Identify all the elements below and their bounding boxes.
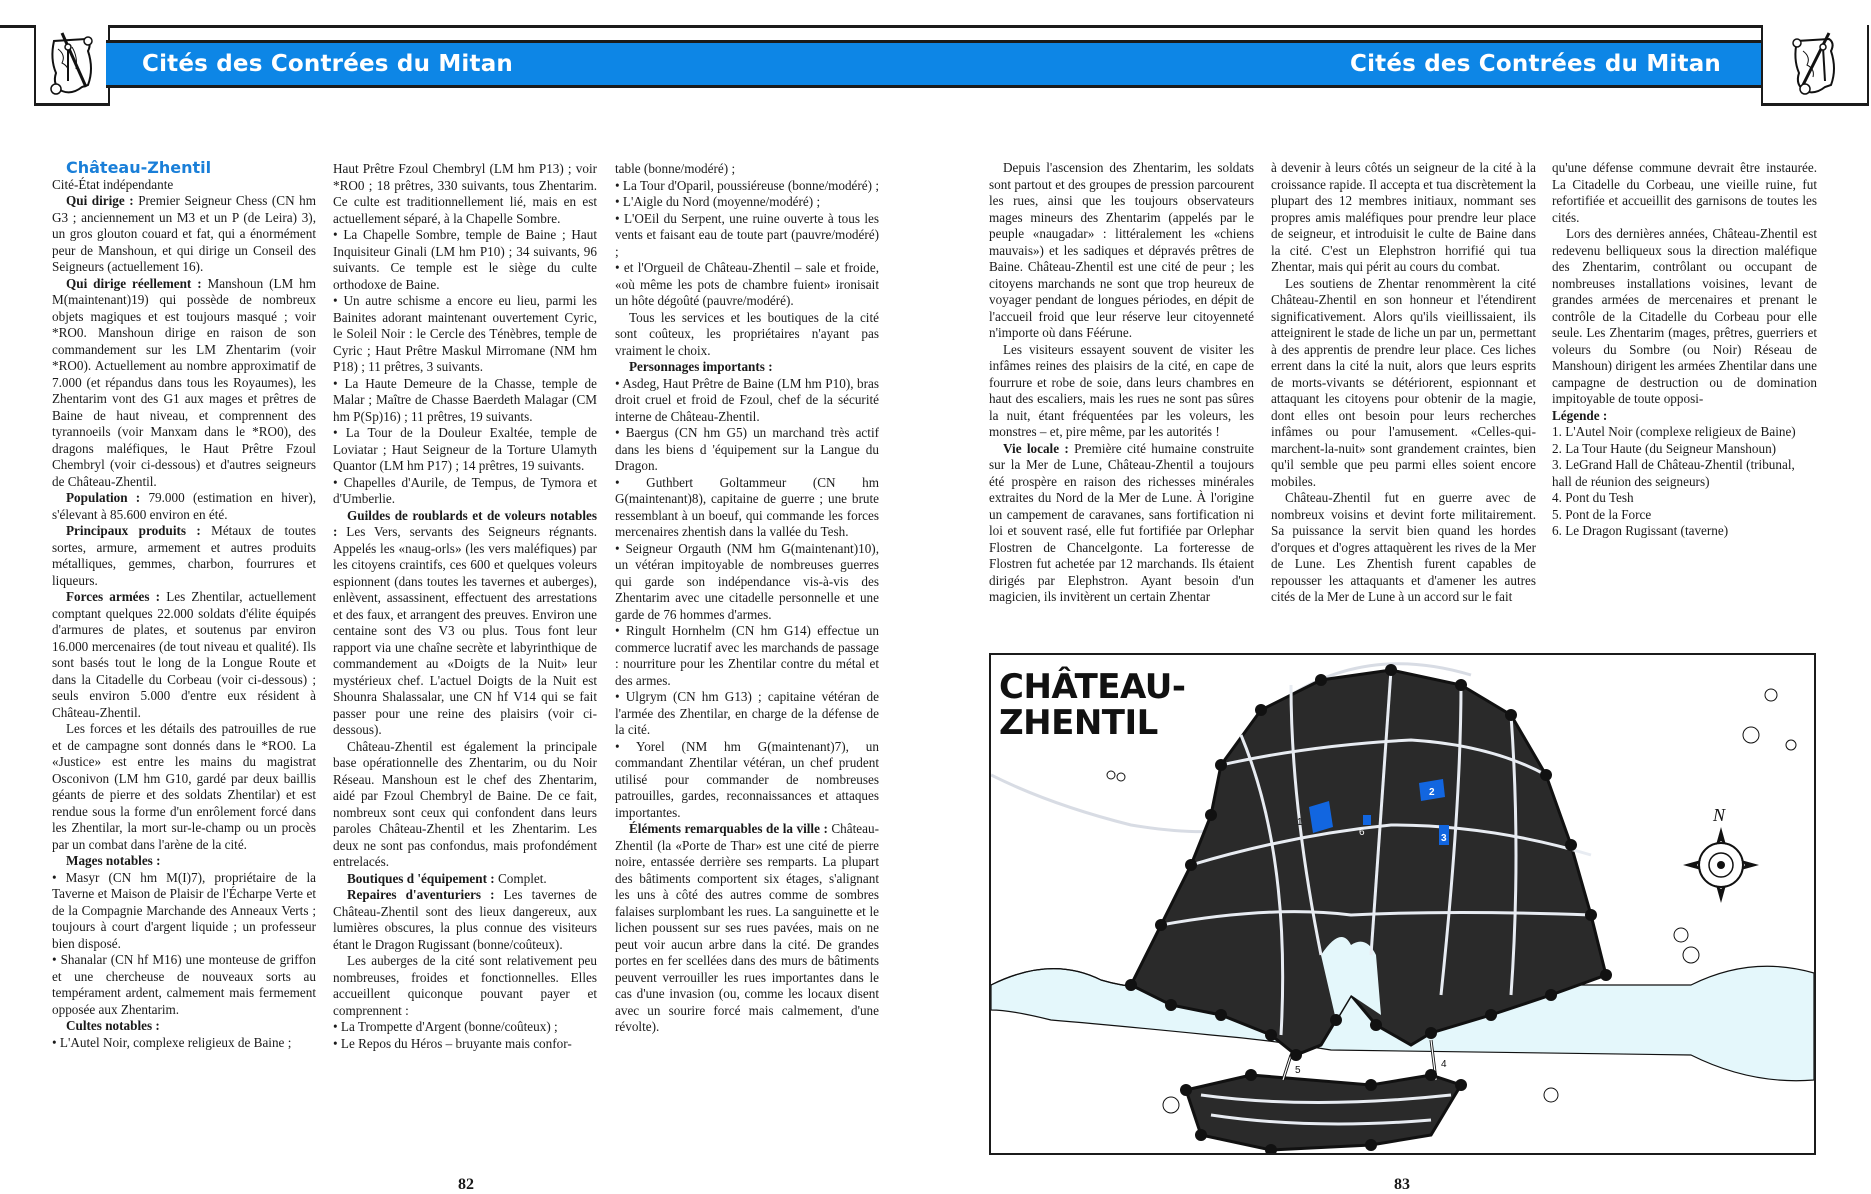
paragraph-text: Premier Seigneur Chess (CN hm G3 ; anciennement un M3 et un P (de Leira) 3), un gros glouton couard et fat, qui a énormément peur de Manshoun, et qui dirige un Conseil des Seigneurs (actuellement 16). (52, 193, 316, 274)
paragraph-text: • Ulgrym (CN hm G13) ; capitaine vétéran de l'armée des Zhentilar, en charge de la défense de la cité. (615, 689, 879, 737)
paragraph-label: Qui dirige réellement : (66, 275, 202, 291)
text-column-3 (1552, 160, 1817, 540)
paragraph (615, 310, 879, 360)
paragraph-label: Repaires d'aventuriers : (347, 887, 495, 902)
list-item (52, 870, 316, 953)
paragraph-label: Boutiques d 'équipement : (347, 870, 495, 886)
paragraph (1552, 160, 1817, 226)
paragraph-label: Mages notables : (66, 853, 161, 868)
paragraph (615, 161, 879, 178)
paragraph (333, 953, 597, 1019)
list-item (333, 1036, 597, 1053)
paragraph-text: Depuis l'ascension des Zhentarim, les soldats sont partout et des groupes de pression parcourent les rues, ainsi que les toujours observateurs mages mineurs des Zhentarim (appelés par le peuple «naugadar» : littéralement les «chiens mauvais») et les sadiques et dépravés prêtres de Baine. Château-Zhentil est une cité de peur ; les citoyens marchands ne sont que trop heureux de voyager pendant de longues périodes, en dépit de l'accueil froid que leur réserve leur citoyenneté n'importe où dans Féérune. (989, 160, 1254, 340)
paragraph-text: • La Tour de la Douleur Exaltée, temple de Loviatar ; Haut Seigneur de la Torture Ulamyth Quantor (LM hm P17) ; 14 prêtres, 19 suivants. (333, 425, 597, 473)
paragraph (52, 177, 316, 194)
paragraph-text: • Shanalar (CN hf M16) une monteuse de griffon et une chercheuse de nouveaux sorts au tempérament ardent, calmement mais fermement opposée aux Zhentarim. (52, 952, 316, 1017)
page-number: 82 (458, 1176, 474, 1193)
paragraph-text: • La Tour d'Oparil, poussiéreuse (bonne/modéré) ; (615, 177, 880, 193)
list-item (615, 425, 879, 475)
paragraph (52, 193, 316, 276)
text-column-2 (1271, 160, 1536, 606)
paragraph-label: Éléments remarquables de la ville : (629, 821, 828, 836)
paragraph (1271, 160, 1536, 276)
paragraph (333, 871, 597, 888)
paragraph-text: Cité-État indépendante (52, 176, 174, 192)
paragraph-label: Qui dirige : (66, 193, 134, 208)
paragraph-text: table (bonne/modéré) ; (615, 161, 736, 176)
paragraph-text: qu'une défense commune devrait être instaurée. La Citadelle du Corbeau, une vieille ruine, fut refortifiée et accueillit des garnisons de toutes les cités. (1552, 160, 1817, 225)
map-legend (1552, 408, 1817, 540)
paragraph-text: Les forces et les détails des patrouilles de rue et de campagne sont donnés dans le *RO0. La «Justice» est entre les mains du magistrat Osconivon (LM hm G10, gardé par deux baillis géants de pierre et des soldats Zhentilar) et est rendue sous la forme d'un enrôlement forcé dans les Zhentilar, la mort sur-le-champ ou un procès par un combat dans l'arène de la cité. (52, 721, 316, 852)
paragraph-text: Manshoun (LM hm M(maintenant)19) qui possède de nombreux objets magiques et est toujours masqué ; voir *RO0. Manshoun dirige en raison de son commandement sur les LM Zhentarim (voir *RO0). Actuellement au nombre approximatif de 7.000 (et répandus dans tous les Royaumes), les Zhentarim vont des G1 aux mages et prêtres de Baine de haut niveau, et comprennent des tyrannoeils (voir Manxam dans le *RO0), des dragons maléfiques, le Haut Prêtre Fzoul Chembryl (voir ci-dessous) et d'autres seigneurs de Château-Zhentil. (52, 275, 316, 489)
paragraph-text: • et l'Orgueil de Château-Zhentil – sale et froide, «où même les pots de chambre fuient» ironisait un hôte dégoûté (pauvre/modéré). (615, 260, 879, 308)
map-marker-4: 4 (1441, 1059, 1447, 1070)
paragraph-text: Château-Zhentil fut en guerre avec de nombreux voisins et devint forte militairement. Sa puissance la servit bien quand les hordes d'orques et d'ogres attaquèrent les rives de la Mer de Lune. Les Zhentish furent capables de repousser les attaquants et d'amener les autres cités de la Mer de Lune à un accord sur le fait (1271, 490, 1536, 604)
running-title: Cités des Contrées du Mitan (1349, 51, 1721, 77)
list-item (333, 227, 597, 293)
paragraph-text: • La Trompette d'Argent (bonne/coûteux) ; (333, 1019, 558, 1034)
paragraph (52, 523, 316, 589)
legend-item: 3. LeGrand Hall de Château-Zhentil (tribunal, hall de réunion des seigneurs) (1552, 457, 1795, 489)
paragraph (989, 160, 1254, 342)
paragraph-text: • Un autre schisme a encore eu lieu, parmi les Bainites adorant maintenant ouvertement Cyric, le Soleil Noir : le Cercle des Ténèbres, temple de Cyric ; Haut Prêtre Maskul Mirromane (NM hm P18) ; 11 prêtres, 3 suivants. (333, 293, 597, 374)
paragraph-text: • La Haute Demeure de la Chasse, temple de Malar ; Maître de Chasse Baerdeth Malagar (CM hm P(Sp)16) ; 11 prêtres, 19 suivants. (333, 375, 597, 424)
paragraph (52, 853, 316, 870)
list-item (615, 376, 879, 426)
paragraph-text: 79.000 (estimation en hiver), s'élevant à 85.600 environ en été. (52, 490, 317, 522)
list-item (52, 1035, 316, 1052)
paragraph (52, 490, 316, 523)
paragraph (52, 589, 316, 721)
paragraph-text: Complet. (494, 870, 547, 886)
header-bar (934, 40, 1761, 88)
map-marker-5: 5 (1295, 1065, 1301, 1076)
paragraph-text: • Masyr (CN hm M(I)7), propriétaire de la Taverne et Maison de Plaisir de l'Écharpe Verte et de la Compagnie Marchande des Anneaux Verts ; toujours à court d'argent liquide ; un professeur bien disposé. (52, 869, 316, 951)
paragraph-text: Les Vers, servants des Seigneurs régnants. Appelés les «naug-orls» (les vers maléfiques) par les citoyens craintifs, ces 600 et quelques voleurs espionnent (dans toutes les tavernes et auberges), enlèvent, assassinent, effectuent des arrestations et des faux, et arrangent des preuves. Environ une centaine sont des V3 ou plus. Tous font leur rapport via une chaîne secrète et labyrinthique de commandement au «Doigts de la Nuit» leur mystérieux chef. L'actuel Doigts de la Nuit est Shounra Shalassalar, une CN hf V14 qui se fait passer pour une reine des plaisirs (voir ci-dessous). (333, 524, 597, 737)
text-column-1 (52, 160, 316, 1051)
paragraph-label: Vie locale : (1003, 440, 1069, 456)
paragraph-text: • Seigneur Orgauth (NM hm G(maintenant)10), un vétéran impitoyable de nombreuses guerres qui garde son indépendance vis-à-vis des Zhentarim avec une citadelle personnelle et une garde de 76 hommes d'armes. (615, 540, 879, 622)
paragraph (333, 739, 597, 871)
paragraph (615, 359, 879, 376)
paragraph-text: Tous les services et les boutiques de la cité sont coûteux, les propriétaires n'ayant pas vraiment le choix. (615, 309, 879, 358)
paragraph-text: • L'Aigle du Nord (moyenne/modéré) ; (615, 194, 821, 209)
paragraph-text: Château-Zhentil (la «Porte de Thar» est une cité de pierre noire, entassée derrière ses remparts. La plupart des bâtiments comportent six étages, s'alignant les uns à côté des autres comme de sombres falaises surplombant les rues. La sanguinette et le lichen poussent sur ses rues pavées, mais on ne peut voir aucun arbre dans la cité. De grandes portes en fer scellées dans des murs de bâtiments peuvent verrouiller les rues importantes dans le cas d'une invasion (ou, comme les locaux disent avec un sourire forcé mais calmement, d'une révolte). (615, 821, 879, 1034)
paragraph-text: • Le Repos du Héros – bruyante mais confor- (333, 1035, 572, 1051)
paragraph-text: Haut Prêtre Fzoul Chembryl (LM hm P13) ; voir *RO0 ; 18 prêtres, 330 suivants, tous Zhentarim. Ce culte est traditionnellement lié, mais en est actuellement séparé, à la Chapelle Sombre. (333, 161, 597, 226)
map-marker-2: 2 (1429, 787, 1435, 798)
list-item (615, 623, 879, 689)
paragraph-text: • Yorel (NM hm G(maintenant)7), un commandant Zhentilar vétéran, un chef prudent utilisé pour commander de nombreuses patrouilles, gardes, reconnaissances et attaques importantes. (615, 738, 879, 820)
paragraph (1271, 490, 1536, 606)
header-rule (0, 25, 934, 28)
paragraph-text: Métaux de toutes sortes, armure, armement et autres produits métalliques, gemmes, charbon, fourrures et liqueurs. (52, 523, 316, 588)
paragraph-label: Personnages importants : (629, 359, 773, 374)
paragraph (52, 276, 316, 491)
paragraph (989, 441, 1254, 606)
legend-title: Légende : (1552, 407, 1608, 423)
header-bar (106, 40, 934, 88)
paragraph-text: Les soutiens de Zhentar renommèrent la cité Château-Zhentil en son honneur et l'étendirent significativement. Alors qu'ils vieillissaient, ils atteignirent le stade de liche un par un, permettant à des apprentis de prendre leur place. Ces liches errent dans la cité la nuit, alors que leurs esprits de morts-vivants se détériorent, espionnant et attaquant les citoyens pour obtenir de la magie, dont elles ont besoin pour leurs recherches infâmes ou pour l'amusement. «Celles-qui-marchent-la-nuit» sont grandement craintes, bien qu'il semble que peu parmi elles soient encore mobiles. (1271, 275, 1536, 489)
list-item (615, 541, 879, 624)
text-column-3 (615, 161, 879, 1036)
list-item (615, 211, 879, 261)
paragraph (52, 721, 316, 853)
svg-text:N: N (1713, 805, 1726, 825)
paragraph-label: Guildes de roublards et de voleurs notables : (333, 507, 597, 539)
paragraph-text: à devenir à leurs côtés un seigneur de la cité à la croissance rapide. Il accepta et tua discrètement la plupart des 12 membres initiaux, nommant ses propres amis maléfiques pour prendre leur place de seigneur, et introduisit le culte de Baine dans la cité. C'est un Elephstron horrifié qui tua Zhentar, mais qui périt au cours du combat. (1271, 160, 1536, 274)
paragraph-text: • L'Autel Noir, complexe religieux de Baine ; (52, 1034, 292, 1050)
map-marker-3: 3 (1441, 833, 1447, 844)
paragraph (1271, 276, 1536, 491)
compass-rose-icon (1683, 805, 1759, 903)
map-title: CHÂTEAU- ZHENTIL (999, 667, 1186, 743)
legend-item: 2. La Tour Haute (du Seigneur Manshoun) (1552, 440, 1777, 456)
list-item (333, 1019, 597, 1036)
paragraph (615, 821, 879, 1036)
list-item (333, 293, 597, 376)
list-item (615, 475, 879, 541)
paragraph-text: • Baergus (CN hm G5) un marchand très actif dans les biens d 'équipement sur la Langue du Dragon. (615, 425, 879, 473)
list-item (333, 425, 597, 475)
paragraph-text: • Chapelles d'Aurile, de Tempus, de Tymora et d'Umberlie. (333, 474, 597, 506)
section-title: Château-Zhentil (66, 158, 212, 177)
paragraph (52, 1018, 316, 1035)
paragraph-text: Les Zhentilar, actuellement comptant quelques 22.000 soldats d'élite équipés d'armures de plates, et soutenus par environ 16.000 mercenaires (de tout niveau et qualité). Ils sont basés tout le long de la Longue Route et dans la Citadelle du Corbeau (voir ci-dessous) ; seuls environ 5.000 d'entre eux résident à Château-Zhentil. (52, 589, 317, 720)
paragraph-text: • Ringult Hornhelm (CN hm G14) effectue un commerce lucratif avec les marchands de passage : nourriture pour les Zhentilar contre du métal et des armes. (615, 623, 879, 688)
list-item (615, 689, 879, 739)
scroll-compass-icon (1785, 29, 1845, 99)
paragraph-text: Les visiteurs essayent souvent de visiter les infâmes reines des plaisirs de la cité, en cape de fourrure et robe de soie, dans leurs chambres en haut des escaliers, mais les rues ne sont pas sûres la nuit, étant fréquentées par les voleurs, les monstres – et, pire même, par les autorités ! (989, 341, 1254, 439)
paragraph-text: • La Chapelle Sombre, temple de Baine ; Haut Inquisiteur Ginali (LM hm P10) ; 34 suivants, 96 suivants. Ce temple est le siège du culte orthodoxe de Baine. (333, 227, 597, 292)
paragraph-label: Cultes notables : (66, 1018, 160, 1033)
list-item (52, 952, 316, 1018)
city-map (989, 653, 1816, 1155)
paragraph-text: • L'OEil du Serpent, une ruine ouverte à tous les vents et faisant eau de toute part (pauvre/modéré) ; (615, 210, 879, 259)
paragraph-text: Les tavernes de Château-Zhentil sont des lieux dangereux, aux lumières obscures, la plus connue des visiteurs étant le Dragon Rugissant (bonne/coûteux). (333, 887, 597, 952)
legend-item: 6. Le Dragon Rugissant (taverne) (1552, 523, 1729, 538)
text-column-1 (989, 160, 1254, 606)
list-item (333, 376, 597, 426)
paragraph-text: Château-Zhentil est également la principale base opérationnelle des Zhentarim, ou du Noir Réseau. Manshoun est le chef des Zhentarim, aidé par Fzoul Chembryl de Baine. De ce fait, nombreux sont ceux qui confondent dans leurs paroles Château-Zhentil et les Zhentarim. Les deux ne sont pas confondus, mais profondément entrelacés. (333, 738, 597, 869)
page-number: 83 (1394, 1176, 1410, 1193)
list-item (615, 260, 879, 310)
paragraph (333, 508, 597, 739)
legend-item: 5. Pont de la Force (1552, 506, 1652, 522)
paragraph (1552, 226, 1817, 408)
paragraph-text: Lors des dernières années, Château-Zhentil est redevenu belliqueux sous la direction maléfique des Zhentarim, contrôlant ou occupant de nombreuses installations voisines, levant de grandes armées de mercenaires et prenant le contrôle de la Citadelle du Corbeau pour elle seule. Les Zhentarim (mages, prêtres, guerriers et voleurs du Sombre (ou Noir) Réseau de Manshoun) dirigent les armées Zhentilar dans une campagne de destruction ou de domination impitoyable de toute opposi- (1552, 226, 1817, 406)
paragraph-label: Principaux produits : (66, 523, 201, 538)
list-item (615, 178, 879, 195)
running-title: Cités des Contrées du Mitan (142, 51, 514, 77)
paragraph-text: • Guthbert Goltammeur (CN hm G(maintenant)8), capitaine de guerre ; une brute ressemblant à un boeuf, qui commande les forces mercenaires zhentish dans la vallée du Tesh. (615, 474, 879, 539)
paragraph-text: • Asdeg, Haut Prêtre de Baine (LM hm P10), bras droit cruel et froid de Fzoul, chef de la sécurité interne de Château-Zhentil. (615, 375, 879, 424)
text-column-2 (333, 161, 597, 1052)
list-item (333, 475, 597, 508)
map-marker-6: 6 (1359, 827, 1365, 838)
paragraph-label: Forces armées : (66, 589, 161, 604)
paragraph-text: Les auberges de la cité sont relativement peu nombreuses, froides et fonctionnelles. Elles accueillent quiconque pouvant payer et comprennent : (333, 953, 597, 1018)
page-right (934, 0, 1871, 1194)
page-left (0, 0, 934, 1194)
paragraph (333, 887, 597, 953)
legend-item: 1. L'Autel Noir (complexe religieux de Baine) (1552, 424, 1796, 439)
paragraph (989, 342, 1254, 441)
paragraph-text: Première cité humaine construite sur la Mer de Lune, Château-Zhentil a toujours été prospère en raison des richesses minérales extraites du Nord de la Mer de Lune. À l'origine un campement de caravanes, sans fortification ni loi et souvent rasé, elle fut fortifiée par Orlephar Flostren de Chancelgonte. La forteresse de Flostren fut achetée par 12 marchands. Ils étaient dirigés par Elephstron. Ayant besoin d'un magicien, ils invitèrent un certain Zhentar (989, 440, 1254, 604)
list-item (615, 194, 879, 211)
header-rule (934, 25, 1761, 28)
list-item (615, 739, 879, 822)
header-logo (34, 25, 110, 106)
map-marker-1: 1 (1297, 817, 1303, 828)
paragraph-label: Population : (66, 490, 141, 505)
scroll-compass-icon (42, 29, 102, 99)
header-logo (1761, 25, 1869, 106)
paragraph (333, 161, 597, 227)
legend-item: 4. Pont du Tesh (1552, 490, 1634, 505)
